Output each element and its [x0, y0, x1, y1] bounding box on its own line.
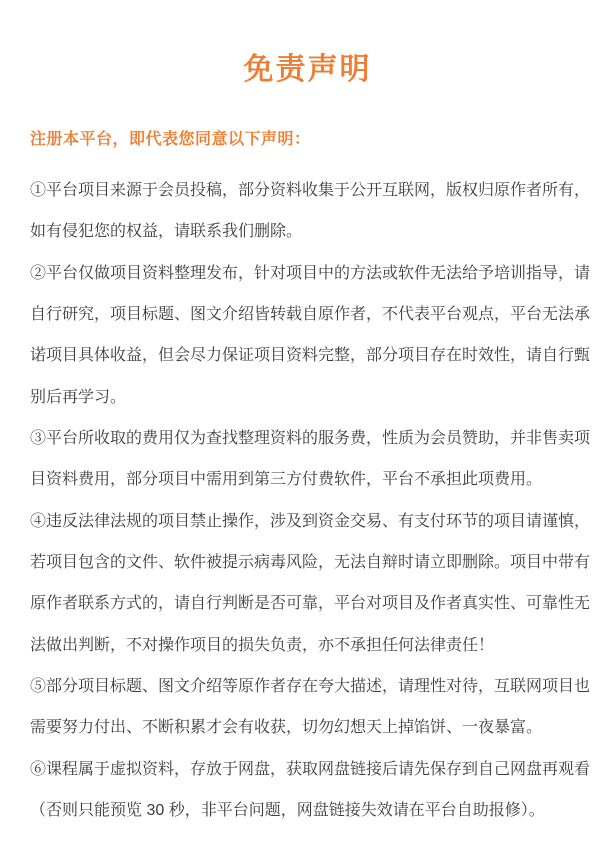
disclaimer-line: ③平台所收取的费用仅为查找整理资料的服务费，性质为会员赞助，并非售卖项 — [30, 429, 591, 447]
disclaimer-line: ④违反法律法规的项目禁止操作，涉及到资金交易、有支付环节的项目请谨慎， — [30, 512, 591, 530]
disclaimer-line: 诺项目具体收益，但会尽力保证项目资料完整，部分项目存在时效性，请自行甄 — [30, 347, 591, 365]
disclaimer-line: ①平台项目来源于会员投稿，部分资料收集于公开互联网，版权归原作者所有， — [30, 182, 591, 199]
disclaimer-line: （否则只能预览 30 秒，非平台问题，网盘链接失效请在平台自助报修）。 — [30, 801, 545, 819]
disclaimer-line: 如有侵犯您的权益，请联系我们删除。 — [30, 223, 303, 241]
disclaimer-line: 自行研究，项目标题、图文介绍皆转载自原作者，不代表平台观点，平台无法承 — [30, 305, 591, 323]
disclaimer-line: 原作者联系方式的，请自行判断是否可靠，平台对项目及作者真实性、可靠性无 — [30, 595, 591, 613]
disclaimer-body — [30, 170, 591, 831]
disclaimer-line: 法做出判断，不对操作项目的损失负责，亦不承担任何法律责任！ — [30, 636, 495, 654]
disclaimer-line: ⑥课程属于虚拟资料，存放于网盘，获取网盘链接后请先保存到自己网盘再观看 — [30, 760, 591, 778]
disclaimer-line: 目资料费用，部分项目中需用到第三方付费软件，平台不承担此项费用。 — [30, 471, 543, 489]
disclaimer-line: ⑤部分项目标题、图文介绍等原作者存在夸大描述，请理性对待，互联网项目也 — [30, 677, 591, 695]
page-title: 免责声明 — [243, 53, 372, 86]
disclaimer-line: 别后再学习。 — [30, 388, 127, 406]
disclaimer-line: 需要努力付出、不断积累才会有收获，切勿幻想天上掉馅饼、一夜暴富。 — [30, 719, 543, 737]
disclaimer-line: 若项目包含的文件、软件被提示病毒风险，无法自辩时请立即删除。项目中带有 — [30, 553, 591, 571]
agreement-intro: 注册本平台，即代表您同意以下声明： — [30, 131, 311, 148]
disclaimer-line: ②平台仅做项目资料整理发布，针对项目中的方法或软件无法给予培训指导，请 — [30, 264, 591, 282]
